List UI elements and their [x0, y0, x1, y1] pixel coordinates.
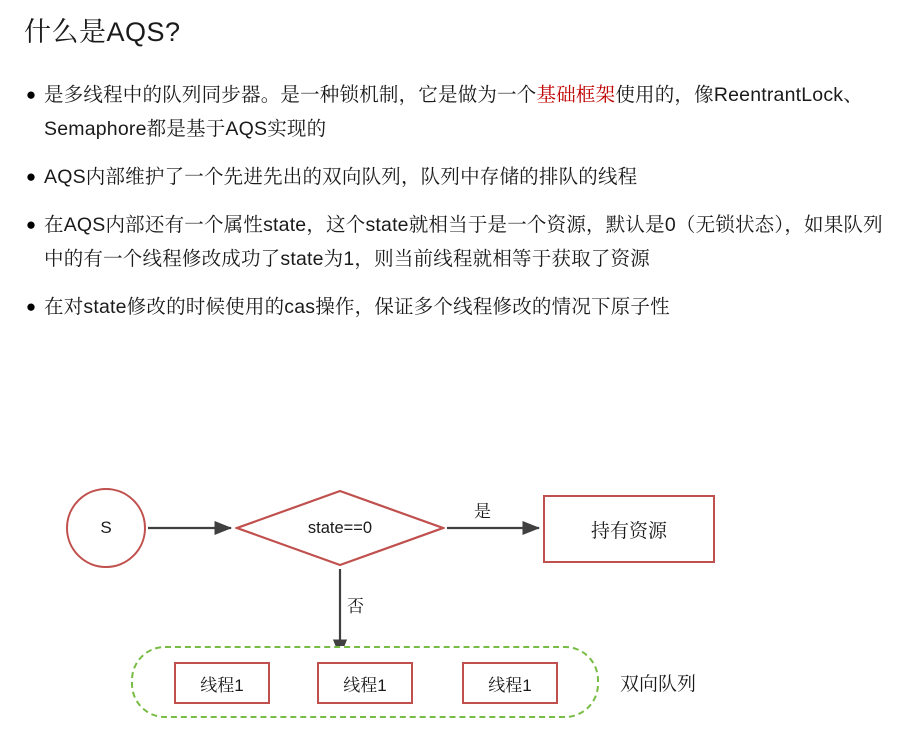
edge-label-yes: 是 — [474, 502, 491, 521]
list-item — [18, 78, 886, 146]
list-item — [18, 290, 886, 324]
bullet-dot-icon: ● — [25, 297, 37, 316]
bullet-text: AQS内部维护了一个先进先出的双向队列，队列中存储的排队的线程 — [44, 166, 638, 188]
bullet-text: 在对state修改的时候使用的cas操作，保证多个线程修改的情况下原子性 — [44, 296, 670, 318]
bullet-segment: 是多线程中的队列同步器。是一种锁机制，它是做为一个 — [44, 84, 537, 106]
node-start-label: S — [100, 518, 112, 537]
bullet-text: 在AQS内部还有一个属性state，这个state就相当于是一个资源，默认是0（无锁状态），如果队列中的有一个线程修改成功了state为1，则当前线程就相等于获取了资源 — [44, 214, 883, 270]
bullet-dot-icon: ● — [25, 167, 37, 186]
node-resource-label: 持有资源 — [590, 520, 667, 542]
bullet-text — [44, 78, 886, 146]
thread-node-3 — [462, 662, 558, 704]
queue-caption: 双向队列 — [620, 674, 697, 695]
thread-node-label: 线程1 — [488, 675, 532, 695]
bullet-dot-icon: ● — [25, 85, 37, 104]
thread-node-label: 线程1 — [343, 675, 387, 695]
node-start — [66, 488, 146, 568]
thread-node-label: 线程1 — [200, 675, 244, 695]
edge-label-no: 否 — [347, 597, 364, 616]
node-decision — [235, 489, 445, 567]
bullet-dot-icon: ● — [25, 215, 37, 234]
node-resource — [543, 495, 715, 563]
bullet-list — [18, 78, 886, 338]
thread-node-1 — [174, 662, 270, 704]
thread-node-2 — [317, 662, 413, 704]
list-item — [18, 160, 886, 194]
flow-diagram — [0, 466, 904, 749]
node-decision-label: state==0 — [307, 518, 373, 537]
bullet-segment: 使用的，像ReentrantLock、Semaphore都是基于AQS实现的 — [44, 84, 863, 140]
page-title: 什么是AQS? — [24, 17, 181, 47]
list-item — [18, 208, 886, 276]
bullet-highlight: 基础框架 — [536, 84, 616, 106]
